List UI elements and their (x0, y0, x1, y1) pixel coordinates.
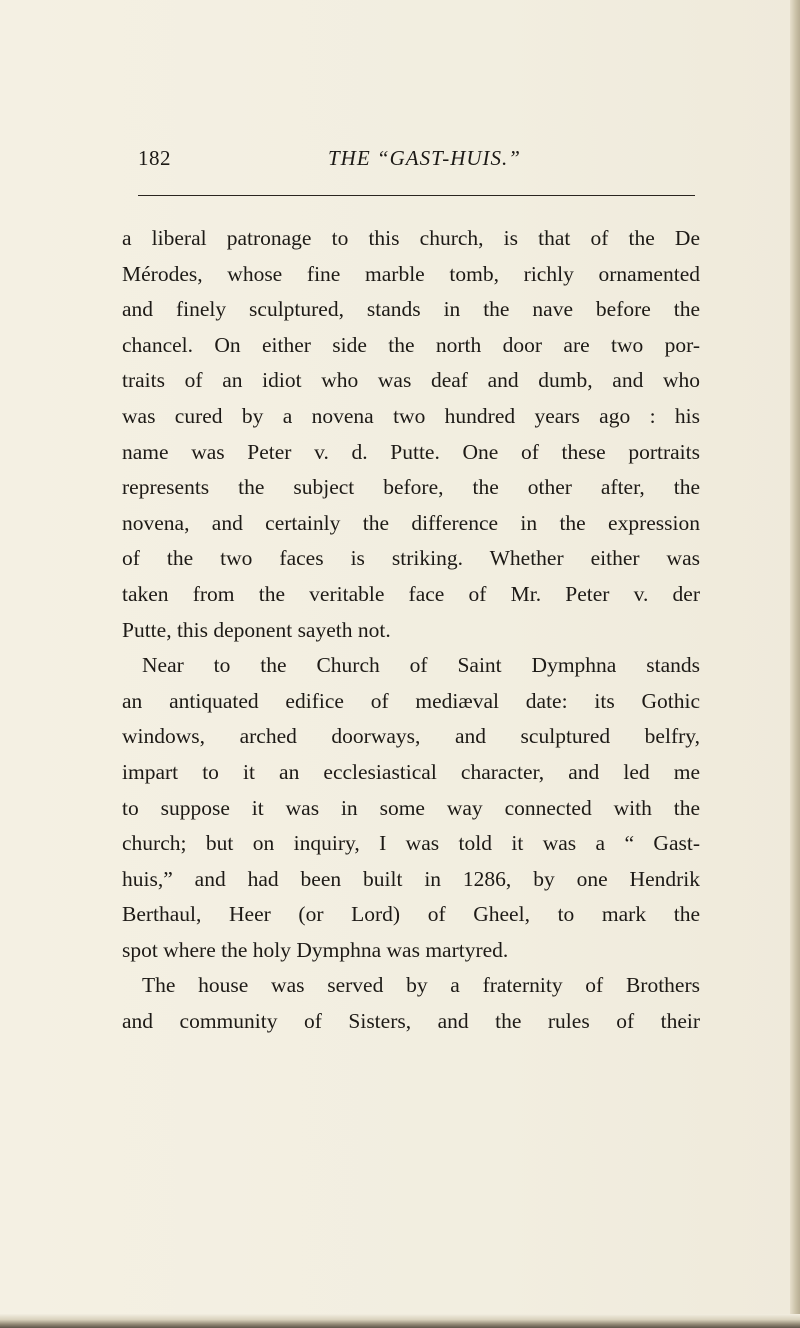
text-line: was cured by a novena two hundred years ago : his (122, 403, 700, 428)
text-line: an antiquated edifice of mediæval date: its Gothic (122, 688, 700, 713)
page-header (138, 146, 698, 176)
text-line: windows, arched doorways, and sculptured belfry, (122, 724, 700, 749)
text-line: taken from the veritable face of Mr. Peter v. der (122, 581, 700, 606)
text-line: and finely sculptured, stands in the nave before the (122, 297, 700, 322)
body-text (122, 221, 700, 1040)
text-line: huis,” and had been built in 1286, by one Hendrik (122, 866, 700, 891)
text-line: to suppose it was in some way connected with the (122, 795, 700, 820)
text-line: Berthaul, Heer (or Lord) of Gheel, to mark the (122, 902, 700, 927)
text-line: The house was served by a fraternity of Brothers (142, 973, 700, 998)
text-line: chancel. On either side the north door are two por- (122, 332, 700, 357)
text-line: Mérodes, whose fine marble tomb, richly ornamented (122, 261, 700, 286)
text-line: novena, and certainly the difference in the expression (122, 510, 700, 535)
text-line: and community of Sisters, and the rules of their (122, 1009, 700, 1034)
text-line: traits of an idiot who was deaf and dumb, and who (122, 368, 700, 393)
page-edge (790, 0, 800, 1328)
text-line: represents the subject before, the other after, the (122, 475, 700, 500)
text-line: Near to the Church of Saint Dymphna stands (142, 653, 700, 678)
text-line: church; but on inquiry, I was told it was a “ Gast- (122, 831, 700, 856)
text-line: a liberal patronage to this church, is that of the De (122, 226, 700, 250)
text-line: impart to it an ecclesiastical character, and led me (122, 759, 700, 784)
page-number: 182 (138, 146, 171, 170)
page-bottom-edge (0, 1314, 800, 1328)
text-line: spot where the holy Dymphna was martyred. (122, 937, 509, 962)
header-rule (138, 195, 695, 196)
text-line: Putte, this deponent sayeth not. (122, 617, 391, 642)
text-line: of the two faces is striking. Whether either was (122, 546, 700, 571)
running-title: THE “GAST-HUIS.” (328, 146, 521, 170)
text-line: name was Peter v. d. Putte. One of these portraits (122, 439, 700, 464)
